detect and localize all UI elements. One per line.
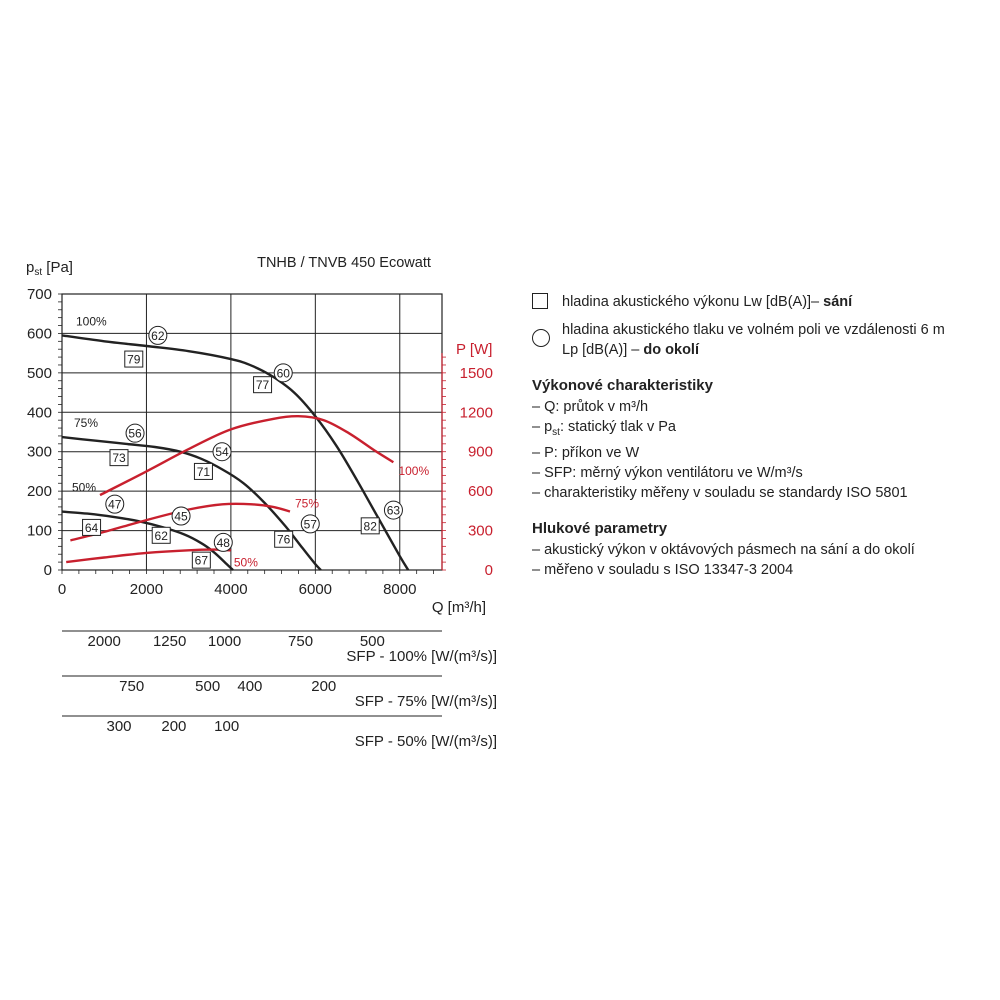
sound-power-box <box>110 450 128 466</box>
sound-power-value: 76 <box>276 532 291 547</box>
sound-pressure-circle <box>213 443 231 461</box>
sound-power-value: 77 <box>255 378 270 393</box>
sound-power-value: 62 <box>154 528 168 543</box>
y2-tick-label: 1500 <box>459 364 493 382</box>
sound-power-box <box>192 552 210 568</box>
circle-symbol-icon <box>532 329 550 347</box>
x-axis-label: Q [m³/h] <box>431 599 486 616</box>
noise-title: Hlukové parametry <box>532 519 668 537</box>
x-tick-label: 2000 <box>129 581 164 598</box>
sound-power-box <box>152 527 170 543</box>
sfp-scale-label: SFP - 75% [W/(m³/s)] <box>354 693 497 710</box>
sound-pressure-value: 47 <box>108 497 122 512</box>
sound-power-box <box>125 351 143 367</box>
y2-axis-label: P [W] <box>456 341 493 358</box>
noise-item: – měřeno v souladu s ISO 13347-3 2004 <box>532 561 794 578</box>
x-tick-label: 4000 <box>214 581 248 598</box>
y-tick-label: 100 <box>26 522 52 540</box>
sound-power-box <box>275 531 293 547</box>
performance-item: – charakteristiky měřeny v souladu se standardy ISO 5801 <box>532 484 908 501</box>
sound-pressure-value: 63 <box>386 503 401 518</box>
sound-power-value: 79 <box>127 352 141 367</box>
series-label: 100% <box>76 314 107 329</box>
sound-pressure-circle <box>106 495 124 513</box>
series-label: 100% <box>398 464 430 479</box>
sfp-scales <box>62 631 497 750</box>
sfp-tick-label: 400 <box>237 678 263 695</box>
legend-panel <box>532 292 994 580</box>
y-tick-label: 200 <box>26 483 52 501</box>
sfp-scale <box>62 676 497 710</box>
sfp-scale-label: SFP - 100% [W/(m³/s)] <box>346 648 497 665</box>
sound-pressure-value: 45 <box>174 509 188 524</box>
x-tick-label: 8000 <box>383 581 417 598</box>
y2-tick-label: 600 <box>467 483 493 501</box>
legend-square-bold: sání <box>823 294 853 310</box>
legend-circle-line2: Lp [dB(A)] – <box>562 342 644 358</box>
y2-tick-label: 0 <box>484 562 493 579</box>
sfp-scale <box>62 631 497 665</box>
sound-pressure-circle <box>149 326 167 344</box>
sound-pressure-circle <box>384 501 402 519</box>
sfp-tick-label: 500 <box>195 678 221 695</box>
sound-pressure-circle <box>214 533 232 551</box>
sound-pressure-circle <box>301 515 319 533</box>
performance-item: – SFP: měrný výkon ventilátoru ve W/m³/s <box>532 464 803 481</box>
sound-pressure-value: 57 <box>303 517 317 532</box>
sfp-tick-label: 1250 <box>152 633 187 650</box>
sfp-scale-label: SFP - 50% [W/(m³/s)] <box>354 733 497 750</box>
sfp-scale <box>62 716 497 750</box>
series-label: 75% <box>74 416 99 431</box>
sound-power-value: 71 <box>196 464 211 479</box>
y-axis-label: $p_{st}$ [Pa] <box>26 259 73 278</box>
sound-pressure-value: 54 <box>215 445 229 460</box>
legend-circle-row <box>532 320 994 360</box>
legend-square-row <box>532 292 994 312</box>
sound-pressure-value: 60 <box>276 366 290 381</box>
y2-tick-label: 900 <box>467 443 493 461</box>
y2-tick-label: 1200 <box>459 404 493 422</box>
noise-item: – akustický výkon v oktávových pásmech na sání a do okolí <box>532 541 915 558</box>
series-label: 50% <box>72 480 97 495</box>
sound-pressure-value: 62 <box>151 328 165 343</box>
sound-power-value: 73 <box>112 451 126 466</box>
performance-item-p: – $p_{st}$: statický tlak v Pa <box>532 419 676 438</box>
x-tick-label: 6000 <box>298 581 333 598</box>
y2-tick-label: 300 <box>467 522 493 540</box>
sfp-tick-label: 500 <box>359 633 385 650</box>
sound-power-value: 67 <box>194 553 209 568</box>
y-tick-label: 0 <box>43 562 52 579</box>
sfp-tick-label: 750 <box>119 678 145 695</box>
x-tick-label: 0 <box>57 581 67 598</box>
series-label: 50% <box>233 555 258 570</box>
sound-power-box <box>83 519 101 535</box>
sfp-tick-label: 300 <box>106 718 132 735</box>
performance-item-q: – Q: průtok v m³/h <box>532 399 649 415</box>
sound-pressure-value: 56 <box>128 426 142 441</box>
y-tick-label: 600 <box>26 325 52 343</box>
legend-circle-bold: do okolí <box>643 342 699 358</box>
sound-power-box <box>194 463 212 479</box>
legend-circle-line1: hladina akustického tlaku ve volném poli ve vzdálenosti 6 m <box>562 322 945 338</box>
sfp-tick-label: 200 <box>161 718 187 735</box>
performance-title: Výkonové charakteristiky <box>532 377 713 394</box>
y-tick-label: 500 <box>26 364 52 382</box>
sound-power-box <box>361 518 379 534</box>
sound-pressure-circle <box>274 364 292 382</box>
sfp-tick-label: 750 <box>288 633 314 650</box>
sound-pressure-circle <box>126 424 144 442</box>
sound-power-box <box>254 377 272 393</box>
y-tick-label: 400 <box>26 404 52 422</box>
sfp-tick-label: 2000 <box>87 633 121 650</box>
sfp-tick-label: 200 <box>311 678 337 695</box>
sfp-tick-label: 1000 <box>207 633 242 650</box>
sound-pressure-value: 48 <box>216 535 230 550</box>
sound-power-value: 64 <box>84 520 99 535</box>
performance-item: – P: příkon ve W <box>532 444 640 461</box>
legend-square-text: hladina akustického výkonu Lw [dB(A)]– <box>562 294 824 310</box>
sfp-tick-label: 100 <box>214 718 240 735</box>
chart-title: TNHB / TNVB 450 Ecowatt <box>257 255 431 271</box>
power-curve-100 <box>100 416 393 495</box>
sound-power-value: 82 <box>363 519 377 534</box>
sound-pressure-circle <box>172 507 190 525</box>
y-tick-label: 300 <box>26 443 52 461</box>
square-symbol-icon <box>532 293 548 309</box>
y-tick-label: 700 <box>26 286 52 303</box>
series-label: 75% <box>295 496 320 511</box>
